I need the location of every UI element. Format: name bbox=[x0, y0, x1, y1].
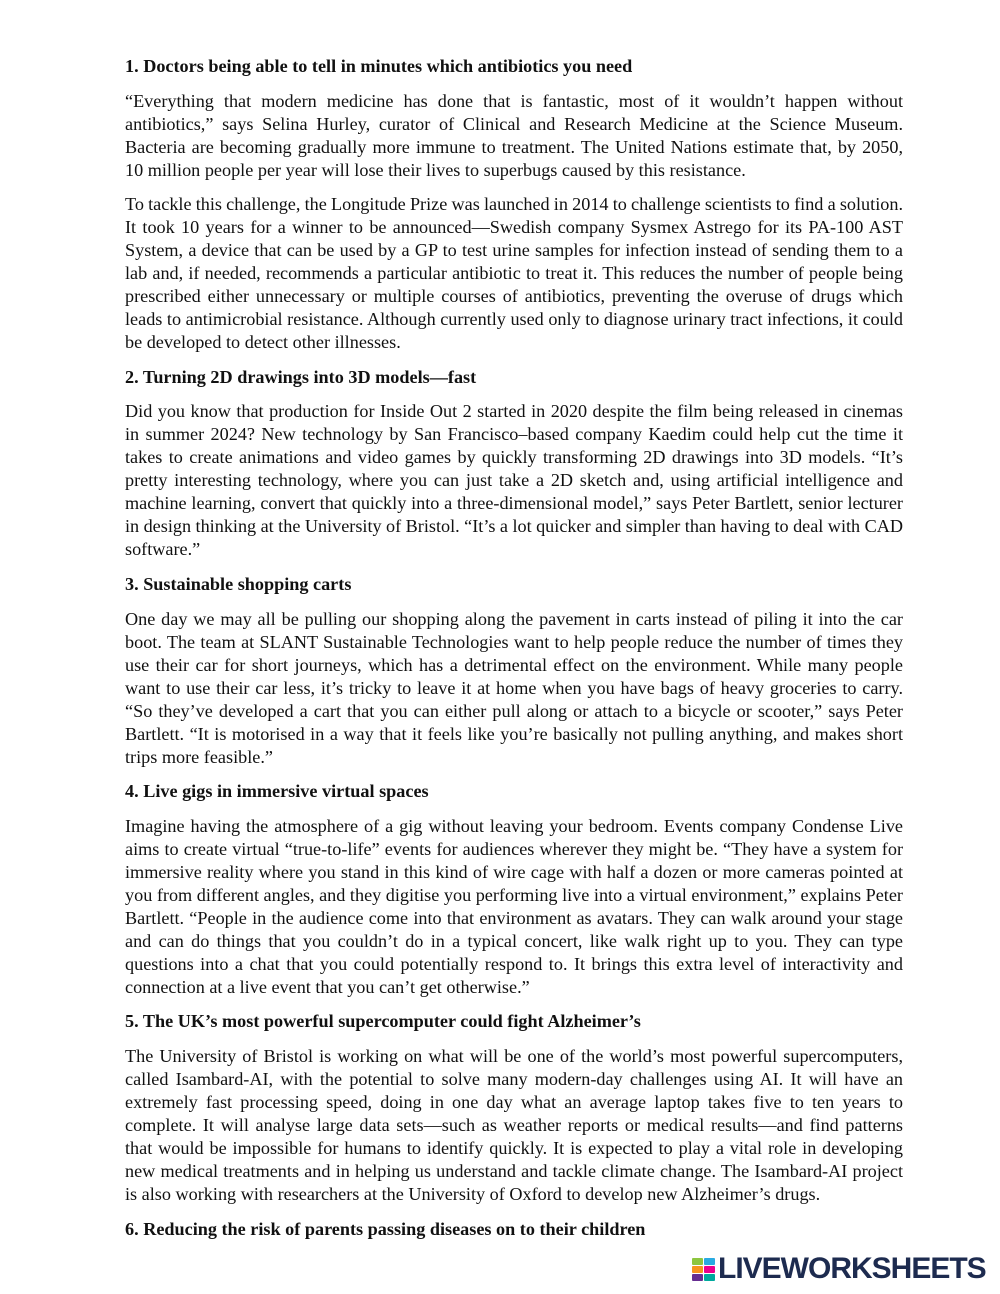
text-line: “Everything that modern medicine has done that is fantastic, most of it wouldn’t happen without bbox=[125, 90, 903, 111]
text-line: Bartlett. “People in the audience come into that environment as avatars. They can walk around your stage bbox=[125, 907, 903, 928]
paragraph bbox=[125, 400, 903, 561]
text-line: The University of Bristol is working on what will be one of the world’s most powerful supercomputers, bbox=[125, 1045, 903, 1066]
text-line: Imagine having the atmosphere of a gig without leaving your bedroom. Events company Condense Live bbox=[125, 815, 903, 836]
section-heading: 4. Live gigs in immersive virtual spaces bbox=[125, 781, 429, 802]
text-line: boot. The team at SLANT Sustainable Technologies want to help people reduce the number of times they bbox=[125, 631, 903, 652]
text-line: in summer 2024? New technology by San Francisco–based company Kaedim could help cut the time it bbox=[125, 424, 903, 445]
text-line: System, a device that can be used by a GP to test urine samples for infection instead of sending them to a bbox=[125, 240, 903, 261]
logo-tile bbox=[692, 1274, 703, 1281]
text-line: and can do things that you couldn’t do in a typical concert, like walk right up to you. They can type bbox=[125, 930, 903, 951]
text-line: immersive reality where you stand in this kind of wire cage with half a dozen or more cameras pointed at bbox=[125, 861, 903, 882]
section-heading: 3. Sustainable shopping carts bbox=[125, 573, 352, 594]
section-2 bbox=[125, 366, 903, 562]
text-line: Bacteria are becoming gradually more immune to treatment. The United Nations estimate that, by 2050, bbox=[125, 136, 903, 157]
text-line: in design thinking at the University of Bristol. “It’s a lot quicker and simpler than having to deal with CAD bbox=[125, 516, 903, 537]
section-4 bbox=[125, 780, 903, 999]
text-line: prescribed either unnecessary or multiple courses of antibiotics, preventing the overuse of drugs which bbox=[125, 286, 903, 307]
text-line: software.” bbox=[125, 539, 201, 560]
paragraph bbox=[125, 815, 903, 999]
text-line: be developed to detect other illnesses. bbox=[125, 332, 401, 353]
logo-tile bbox=[704, 1274, 715, 1281]
section-3 bbox=[125, 573, 903, 769]
text-line: want to use their car less, it’s tricky to leave it at home when you have bags of heavy groceries to carry. bbox=[125, 677, 903, 698]
paragraph bbox=[125, 193, 903, 354]
section-5 bbox=[125, 1010, 903, 1206]
logo-tile bbox=[692, 1266, 703, 1273]
text-line: To tackle this challenge, the Longitude Prize was launched in 2014 to challenge scientists to find a solution. bbox=[125, 194, 903, 215]
text-line: you from different angles, and they digitise you performing live into a virtual environment,” explains Peter bbox=[125, 884, 903, 905]
liveworksheets-tiles-icon bbox=[692, 1258, 715, 1281]
text-line: leads to antimicrobial resistance. Although currently used only to diagnose urinary tract infections, it could bbox=[125, 309, 903, 330]
text-line: antibiotics,” says Selina Hurley, curator of Clinical and Research Medicine at the Science Museum. bbox=[125, 113, 903, 134]
logo-tile bbox=[692, 1258, 703, 1265]
text-line: pretty interesting technology, where you can just take a 2D sketch and, using artificial intelligence and bbox=[125, 470, 903, 491]
text-line: takes to create animations and video games by quickly transforming 2D drawings into 3D models. “It’s bbox=[125, 447, 903, 468]
text-line: machine learning, convert that quickly into a three-dimensional model,” says Peter Bartlett, senior lecturer bbox=[125, 493, 903, 514]
text-line: Bartlett. “It is motorised in a way that it feels like you’re basically not pulling anything, and makes short bbox=[125, 723, 903, 744]
liveworksheets-logo-text: LIVEWORKSHEETS bbox=[718, 1252, 986, 1285]
text-line: connection at a live event that you can’t get otherwise.” bbox=[125, 976, 530, 997]
liveworksheets-logo bbox=[692, 1254, 986, 1284]
logo-tile bbox=[704, 1258, 715, 1265]
text-line: questions into a chat that you could potentially respond to. It brings this extra level of interactivity and bbox=[125, 953, 903, 974]
text-line: trips more feasible.” bbox=[125, 746, 273, 767]
section-heading: 2. Turning 2D drawings into 3D models—fast bbox=[125, 366, 477, 387]
text-line: 10 million people per year will lose their lives to superbugs caused by this resistance. bbox=[125, 159, 746, 180]
text-line: called Isambard-AI, with the potential to solve many modern-day challenges using AI. It will have an bbox=[125, 1068, 903, 1089]
section-heading: 5. The UK’s most powerful supercomputer could fight Alzheimer’s bbox=[125, 1011, 641, 1032]
text-line: lab and, if needed, recommends a particular antibiotic to treat it. This reduces the number of people being bbox=[125, 263, 903, 284]
text-line: Did you know that production for Inside Out 2 started in 2020 despite the film being released in cinemas bbox=[125, 401, 903, 422]
paragraph bbox=[125, 1045, 903, 1206]
text-line: complete. It will analyse large data sets—such as weather reports or medical results—and find patterns bbox=[125, 1114, 903, 1135]
section-heading: 6. Reducing the risk of parents passing diseases on to their children bbox=[125, 1218, 646, 1239]
section-heading: 1. Doctors being able to tell in minutes which antibiotics you need bbox=[125, 56, 633, 76]
paragraph bbox=[125, 90, 903, 182]
text-line: use their car for short journeys, which has a detrimental effect on the environment. While many people bbox=[125, 654, 903, 675]
text-line: One day we may all be pulling our shopping along the pavement in carts instead of piling it into the car bbox=[125, 608, 903, 629]
text-line: aims to create virtual “true-to-life” events for audiences wherever they might be. “They have a system for bbox=[125, 838, 903, 859]
article-body bbox=[125, 55, 903, 1252]
text-line: It took 10 years for a winner to be announced—Swedish company Sysmex Astrego for its PA-100 AST bbox=[125, 217, 903, 238]
text-line: extremely fast processing speed, doing in one day what an average laptop takes five to ten years to bbox=[125, 1091, 903, 1112]
text-line: that would be impossible for humans to identify quickly. It is expected to play a vital role in developing bbox=[125, 1137, 903, 1158]
section-6 bbox=[125, 1218, 903, 1241]
logo-tile bbox=[704, 1266, 715, 1273]
text-line: is also working with researchers at the University of Oxford to develop new Alzheimer’s drugs. bbox=[125, 1183, 821, 1204]
paragraph bbox=[125, 608, 903, 769]
section-1 bbox=[125, 55, 903, 354]
text-line: new medical treatments and in helping us understand and tackle climate change. The Isambard-AI project bbox=[125, 1160, 903, 1181]
text-line: “So they’ve developed a cart that you can either pull along or attach to a bicycle or scooter,” says Peter bbox=[125, 700, 903, 721]
